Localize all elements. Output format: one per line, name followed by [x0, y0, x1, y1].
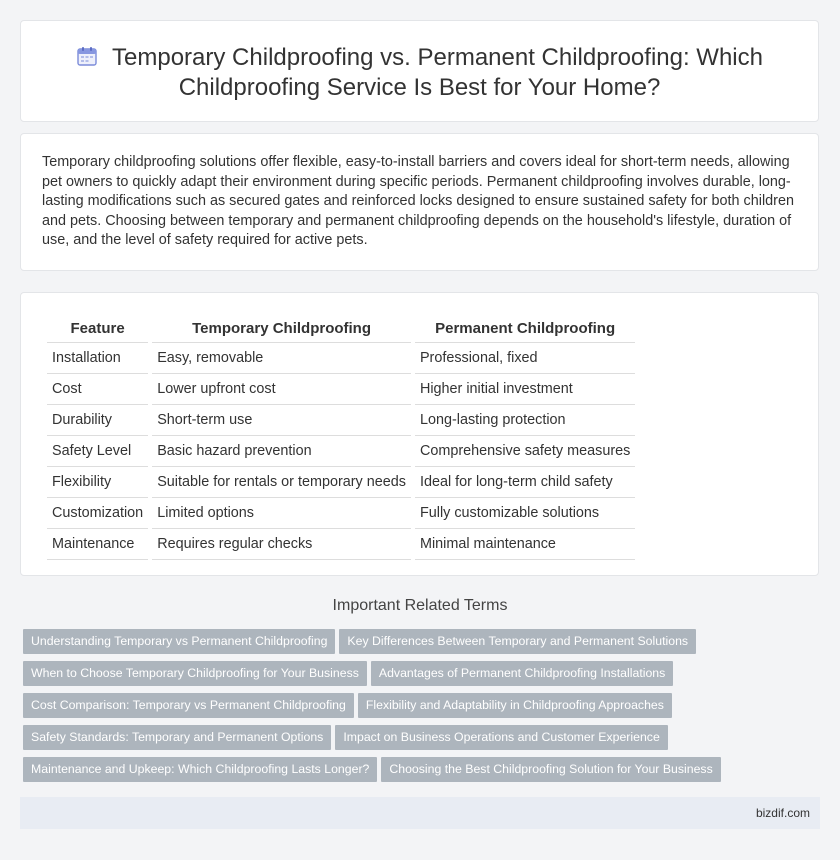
header-temporary: Temporary Childproofing: [152, 315, 411, 343]
cell-feature: Safety Level: [47, 436, 148, 467]
table-row: [47, 498, 635, 529]
related-tag-link[interactable]: Flexibility and Adaptability in Childproofing Approaches: [358, 693, 672, 718]
related-tags: [23, 629, 813, 789]
table-row: [47, 374, 635, 405]
cell-feature: Maintenance: [47, 529, 148, 560]
header-feature: Feature: [47, 315, 148, 343]
calendar-icon: [76, 45, 98, 67]
cell-temporary: Easy, removable: [152, 343, 411, 374]
related-terms-heading: Important Related Terms: [332, 597, 508, 614]
table-row: [47, 436, 635, 467]
related-tag-link[interactable]: When to Choose Temporary Childproofing for Your Business: [23, 661, 367, 686]
cell-permanent: Long-lasting protection: [415, 405, 635, 436]
cell-feature: Installation: [47, 343, 148, 374]
table-header-row: [47, 315, 635, 343]
cell-temporary: Limited options: [152, 498, 411, 529]
comparison-card: [20, 292, 819, 576]
related-tag-link[interactable]: Cost Comparison: Temporary vs Permanent Childproofing: [23, 693, 354, 718]
related-tag-link[interactable]: Key Differences Between Temporary and Permanent Solutions: [339, 629, 696, 654]
cell-permanent: Professional, fixed: [415, 343, 635, 374]
comparison-table: [43, 315, 639, 560]
header-permanent: Permanent Childproofing: [415, 315, 635, 343]
related-tag-link[interactable]: Understanding Temporary vs Permanent Childproofing: [23, 629, 335, 654]
cell-temporary: Basic hazard prevention: [152, 436, 411, 467]
related-tag-link[interactable]: Advantages of Permanent Childproofing Installations: [371, 661, 673, 686]
cell-permanent: Higher initial investment: [415, 374, 635, 405]
related-tag-link[interactable]: Maintenance and Upkeep: Which Childproofing Lasts Longer?: [23, 757, 377, 782]
cell-temporary: Lower upfront cost: [152, 374, 411, 405]
cell-feature: Customization: [47, 498, 148, 529]
title-card: [20, 20, 819, 122]
related-tag-link[interactable]: Safety Standards: Temporary and Permanent Options: [23, 725, 331, 750]
page-title: Temporary Childproofing vs. Permanent Childproofing: Which Childproofing Service Is Best for Your Home?: [112, 44, 763, 101]
cell-feature: Flexibility: [47, 467, 148, 498]
cell-temporary: Requires regular checks: [152, 529, 411, 560]
page-title-wrap: [21, 43, 818, 103]
footer: [20, 797, 820, 829]
cell-permanent: Ideal for long-term child safety: [415, 467, 635, 498]
related-tag-link[interactable]: Impact on Business Operations and Customer Experience: [335, 725, 667, 750]
summary-card: [20, 133, 819, 271]
table-row: [47, 405, 635, 436]
table-row: [47, 343, 635, 374]
related-tag-link[interactable]: Choosing the Best Childproofing Solution for Your Business: [381, 757, 720, 782]
cell-feature: Cost: [47, 374, 148, 405]
summary-text: Temporary childproofing solutions offer flexible, easy-to-install barriers and covers ideal for short-term needs, allowing pet owners to quickly adapt their environment during specific periods. Permanent childproofing involves durable, long-lasting modifications such as secured gates and reinforced locks designed to ensure sustained safety for both children and pets. Choosing between temporary and permanent childproofing depends on the household's lifestyle, duration of use, and the level of safety required for active pets.: [42, 154, 794, 248]
cell-temporary: Short-term use: [152, 405, 411, 436]
table-row: [47, 529, 635, 560]
site-credit[interactable]: bizdif.com: [755, 806, 810, 820]
table-row: [47, 467, 635, 498]
cell-permanent: Minimal maintenance: [415, 529, 635, 560]
cell-permanent: Fully customizable solutions: [415, 498, 635, 529]
cell-permanent: Comprehensive safety measures: [415, 436, 635, 467]
cell-temporary: Suitable for rentals or temporary needs: [152, 467, 411, 498]
cell-feature: Durability: [47, 405, 148, 436]
